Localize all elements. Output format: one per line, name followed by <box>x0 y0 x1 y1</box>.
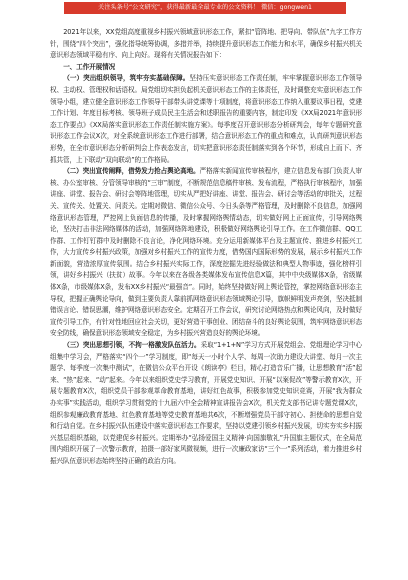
subsection-1-title: （一）突出组织领导，筑牢夯实基础保障。 <box>63 74 190 83</box>
subsection-3 <box>50 340 362 468</box>
subsection-2-body: 严格落实新闻宣传审核程序，建立信息发布部门负责人审核、办公室审核、分管领导审核的“三审”制度，不断规范信息稿件审核、发布流程，严格执行审核程序，加强讲座、讲堂、报告会、研讨会等阵地管理，切实从严把好讲座、讲堂、报告会、研讨会等活动的审批关，过程关、宣传关、处置关、问责关。定期对微信、微信公众号、今日头条等严格管理，及时删除不良信息，加强网络意识形态管理，严控网上负面信息的传播，及时掌握网络舆情动态，切实做好网上正面宣传，引导网络舆论，坚决打击非法网络媒体的活动，加强网络阵地建设，积极做好网络舆论引导工作。在工作微信群、QQ工作群、工作钉钉群中及时删除不良言论，净化网络环境。充分运用新媒体平台及主题宣传、推进乡村振兴工作，大力宣传乡村振兴政策，加强对乡村振兴工作的宣传力度，借势国内国际形势的发展，展示乡村振兴工作新面貌，营造浓厚宣传氛围。结合乡村振兴实际工作，深度挖掘先进经验做法和典型人物事迹，强化榜样引领，讲好乡村振兴（扶贫）故事。今年以来在各级各类媒体发布宣传信息X篇，其中中央级媒体X条，省级媒体X条，市级媒体X条，发布XX乡村振兴“最强音”。同时，始终坚持做好网上舆论管控，掌控网络意识形态主导权，把握正确舆论导向，做到主要负责人靠前抓网络意识形态领域舆论引导，旗帜鲜明发声亮剑，坚决抵制错误言论、错误思潮，维护网络意识形态安全。定期召开工作会议，研究讨论网络热点和舆论风向，及时做好宣传引导工作，有针对性地回应社会关切，更好营造干事创业、团结奋斗的良好舆论氛围，筑牢网络意识形态安全防线，确保意识形态领域安全稳定，为乡村振兴营造良好的舆论环境。 <box>50 167 363 338</box>
subsection-2 <box>50 166 362 340</box>
promo-banner[interactable] <box>64 2 346 14</box>
subsection-3-title: （三）突出思想引领，不拘一格激发队伍活力。 <box>63 341 201 350</box>
subsection-2-title: （二）突出宣传阐释，借势发力抢占舆论高地。 <box>63 167 200 176</box>
subsection-1-body: 坚持压实意识形态工作责任制，牢牢掌握意识形态工作领导权、主动权、管理权和话语权。局党组切实担负起机关意识形态工作的主体责任，及时调整充实意识形态工作领导小组，建立健全意识形态工作领导干部带头讲党课等十项制度，将意识形态工作纳入重要议事日程，党建工作计划、年度目标考核、领导班子成员民主生活会和述职报告的重要内容，制定印发《XX局2021年意识形态工作要点》《XX局落实意识形态工作责任制实施方案》。每季度召开意识形态分析研判会，每年专题研究意识形态工作会议X次，对全系统意识形态工作进行部署，结合意识形态工作的重点和难点，认真研判意识形态形势，在全市意识形态分析研判会上作表态发言，切实把意识形态责任制落实到各个环节，形成自上而下、齐抓共管，上下联动“双向联动”的工作格局。 <box>50 74 362 164</box>
section-heading-work-status: 一、工作开展情况 <box>63 62 116 71</box>
subsection-3-body: 采取“1+1+N”学习方式开展党组会、党组理论学习中心组集中学习会，严格落实“四个一”学习制度，即“每天一小时个人学、每周一次助力建设大讲堂、每月一次主题学、每季度一次集中测试”，在微信公众平台开设《朗读亭》栏目，精心打造音乐广播，让思想教育“活”起来、“热”起来、“动”起来。今年以来组织党史学习教育，开展党史知识、开展“以案促改”等警示教育X次，开展专题教育X次，组织党员干部参观革命教育基地，讲好红色故事，积极参加党史知识竞赛，开展“我为群众办实事”实践活动，组织学习贯彻党的十九届六中全会精神宣讲报告会X次，机关党支部书记讲专题党课X次，组织参观廉政教育基地、红色教育基地等党史教育基地共6次，不断增强党员干部守初心、担使命的思想自觉和行动自觉。在乡村振兴队伍建设中落实意识形态工作要求，坚持以党建引领乡村振兴发展，切实夯实乡村振兴基层组织基础，以党建促乡村振兴。定期举办“弘扬爱国主义精神·向国旗敬礼”升国旗主题仪式，在全局范围内组织开展了一次警示教育，拍摄一部好家风微视频，进行一次廉政家访“三个一”系列活动，着力推进乡村振兴队伍意识形态始终坚持正确的政治方向。 <box>50 341 362 465</box>
document-body <box>50 27 362 468</box>
intro-paragraph: 2021年以来，XX党组高度重视乡村振兴领域意识形态工作，紧扣“管阵地、把导向、带队伍”九字工作方针，围绕“四个突出”，强化指导统筹协调，多措并举，持续提升意识形态工作能力和水平，确保乡村振兴机关意识形态领域平稳有序、向上向好。现将有关情况报告如下： <box>50 28 362 60</box>
promo-banner-text: 关注头条号“公文研究”，获得最新最全最专业的公文资料！ 微信：gongwen1 <box>98 4 312 11</box>
subsection-1 <box>50 73 362 166</box>
